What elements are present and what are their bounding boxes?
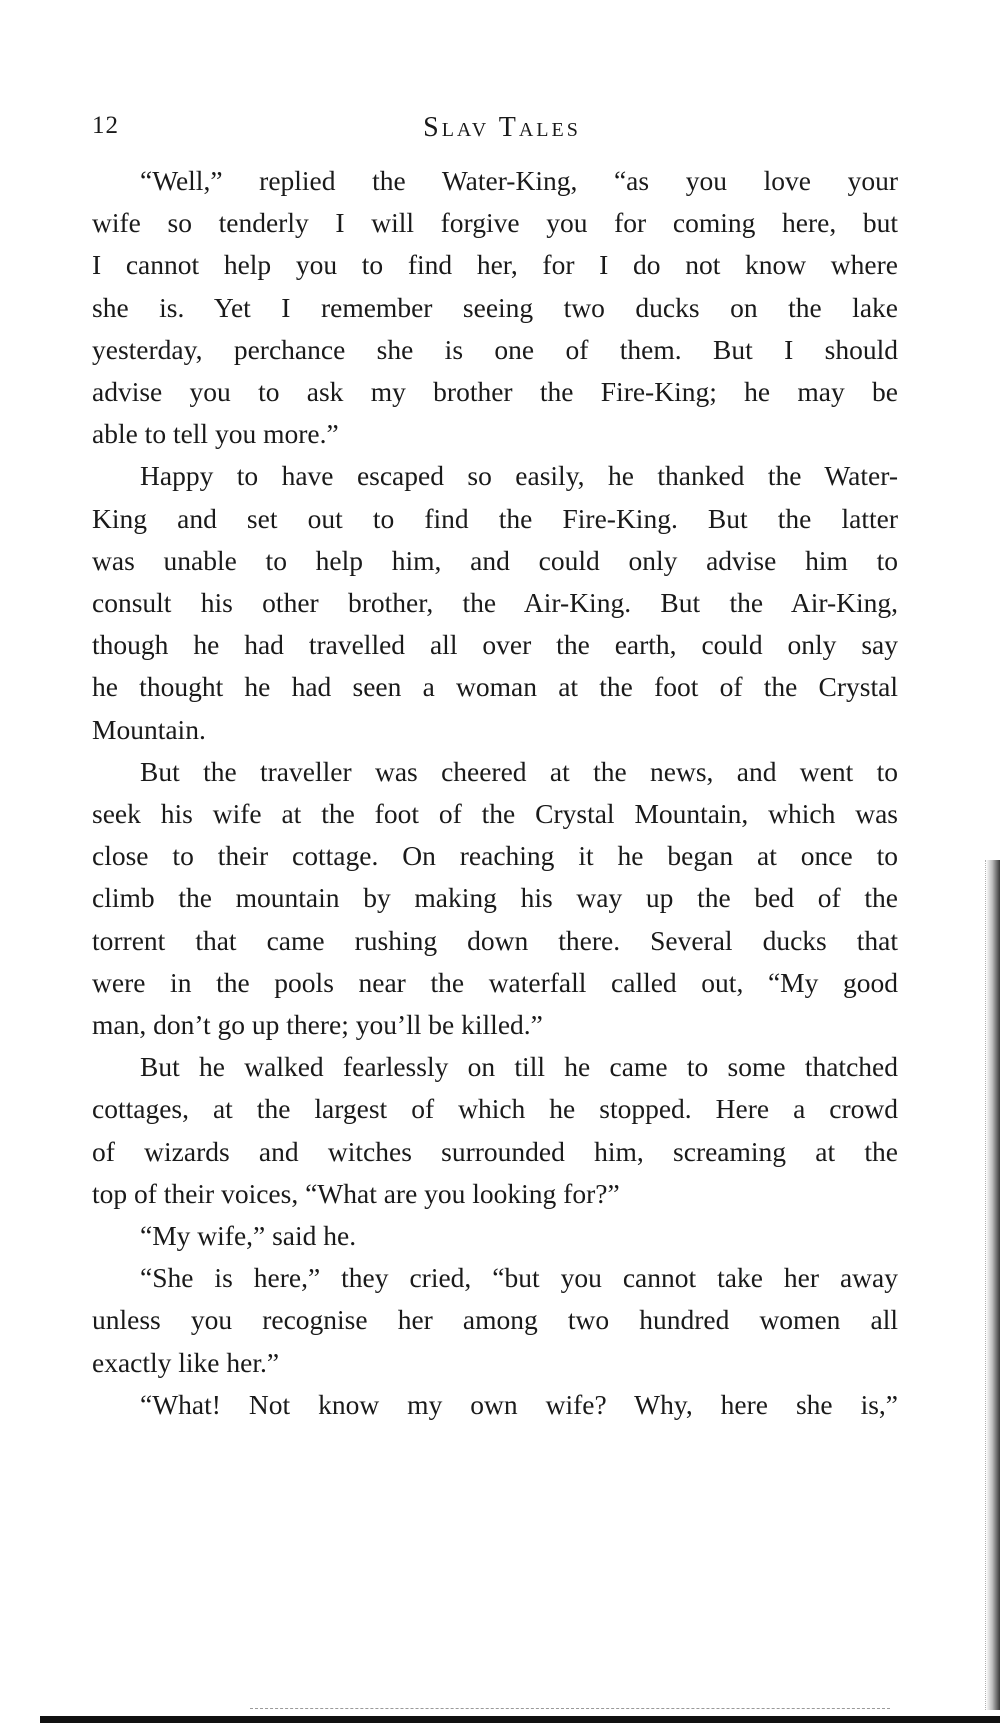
text-line: “What! Not know my own wife? Why, here she is,” <box>140 1388 898 1420</box>
gutter-shadow <box>986 860 1000 1710</box>
paragraph <box>92 1046 898 1215</box>
text-line: exactly like her.” <box>92 1346 280 1378</box>
text-line: I cannot help you to find her, for I do not know where <box>92 249 898 281</box>
faint-rule <box>250 1708 890 1709</box>
text-line: wife so tenderly I will forgive you for coming here, but <box>92 207 898 239</box>
paragraph <box>92 1215 898 1257</box>
text-line: yesterday, perchance she is one of them. But I should <box>92 333 898 365</box>
paragraph <box>92 455 898 750</box>
text-line: top of their voices, “What are you looking for?” <box>92 1177 620 1209</box>
text-line: King and set out to find the Fire-King. But the latter <box>92 502 898 534</box>
page-number: 12 <box>92 112 119 139</box>
text-line: of wizards and witches surrounded him, screaming at the <box>92 1135 898 1167</box>
paragraph <box>92 160 898 455</box>
body-text <box>92 160 898 1426</box>
text-line: climb the mountain by making his way up the bed of the <box>92 882 898 914</box>
text-line: cottages, at the largest of which he stopped. Here a crowd <box>92 1093 898 1125</box>
text-line: he thought he had seen a woman at the foot of the Crystal <box>92 671 898 703</box>
text-line: seek his wife at the foot of the Crystal Mountain, which was <box>92 798 898 830</box>
running-title: Slav Tales <box>423 112 581 143</box>
bottom-rule <box>40 1716 1000 1723</box>
text-line: advise you to ask my brother the Fire-King; he may be <box>92 376 898 408</box>
text-line: though he had travelled all over the earth, could only say <box>92 629 898 661</box>
paragraph <box>92 1257 898 1384</box>
text-line: “Well,” replied the Water-King, “as you love your <box>140 165 898 196</box>
text-line: But the traveller was cheered at the news, and went to <box>140 755 898 787</box>
text-line: Mountain. <box>92 713 206 745</box>
text-line: man, don’t go up there; you’ll be killed.” <box>92 1009 543 1041</box>
gutter-specks <box>982 860 986 1710</box>
text-line: were in the pools near the waterfall called out, “My good <box>92 966 898 998</box>
text-line: she is. Yet I remember seeing two ducks on the lake <box>92 291 898 323</box>
paragraph <box>92 751 898 1046</box>
text-line: torrent that came rushing down there. Several ducks that <box>92 924 898 956</box>
paragraph <box>92 1384 898 1426</box>
text-line: able to tell you more.” <box>92 418 339 450</box>
running-head <box>92 112 912 152</box>
text-line: consult his other brother, the Air-King. But the Air-King, <box>92 587 898 619</box>
text-line: was unable to help him, and could only advise him to <box>92 544 898 576</box>
text-line: Happy to have escaped so easily, he thanked the Water- <box>140 460 898 492</box>
text-line: “She is here,” they cried, “but you cannot take her away <box>140 1262 898 1294</box>
text-line: unless you recognise her among two hundred women all <box>92 1304 898 1336</box>
text-line: close to their cottage. On reaching it he began at once to <box>92 840 898 872</box>
text-line: But he walked fearlessly on till he came to some thatched <box>140 1051 898 1083</box>
text-line: “My wife,” said he. <box>140 1220 357 1252</box>
